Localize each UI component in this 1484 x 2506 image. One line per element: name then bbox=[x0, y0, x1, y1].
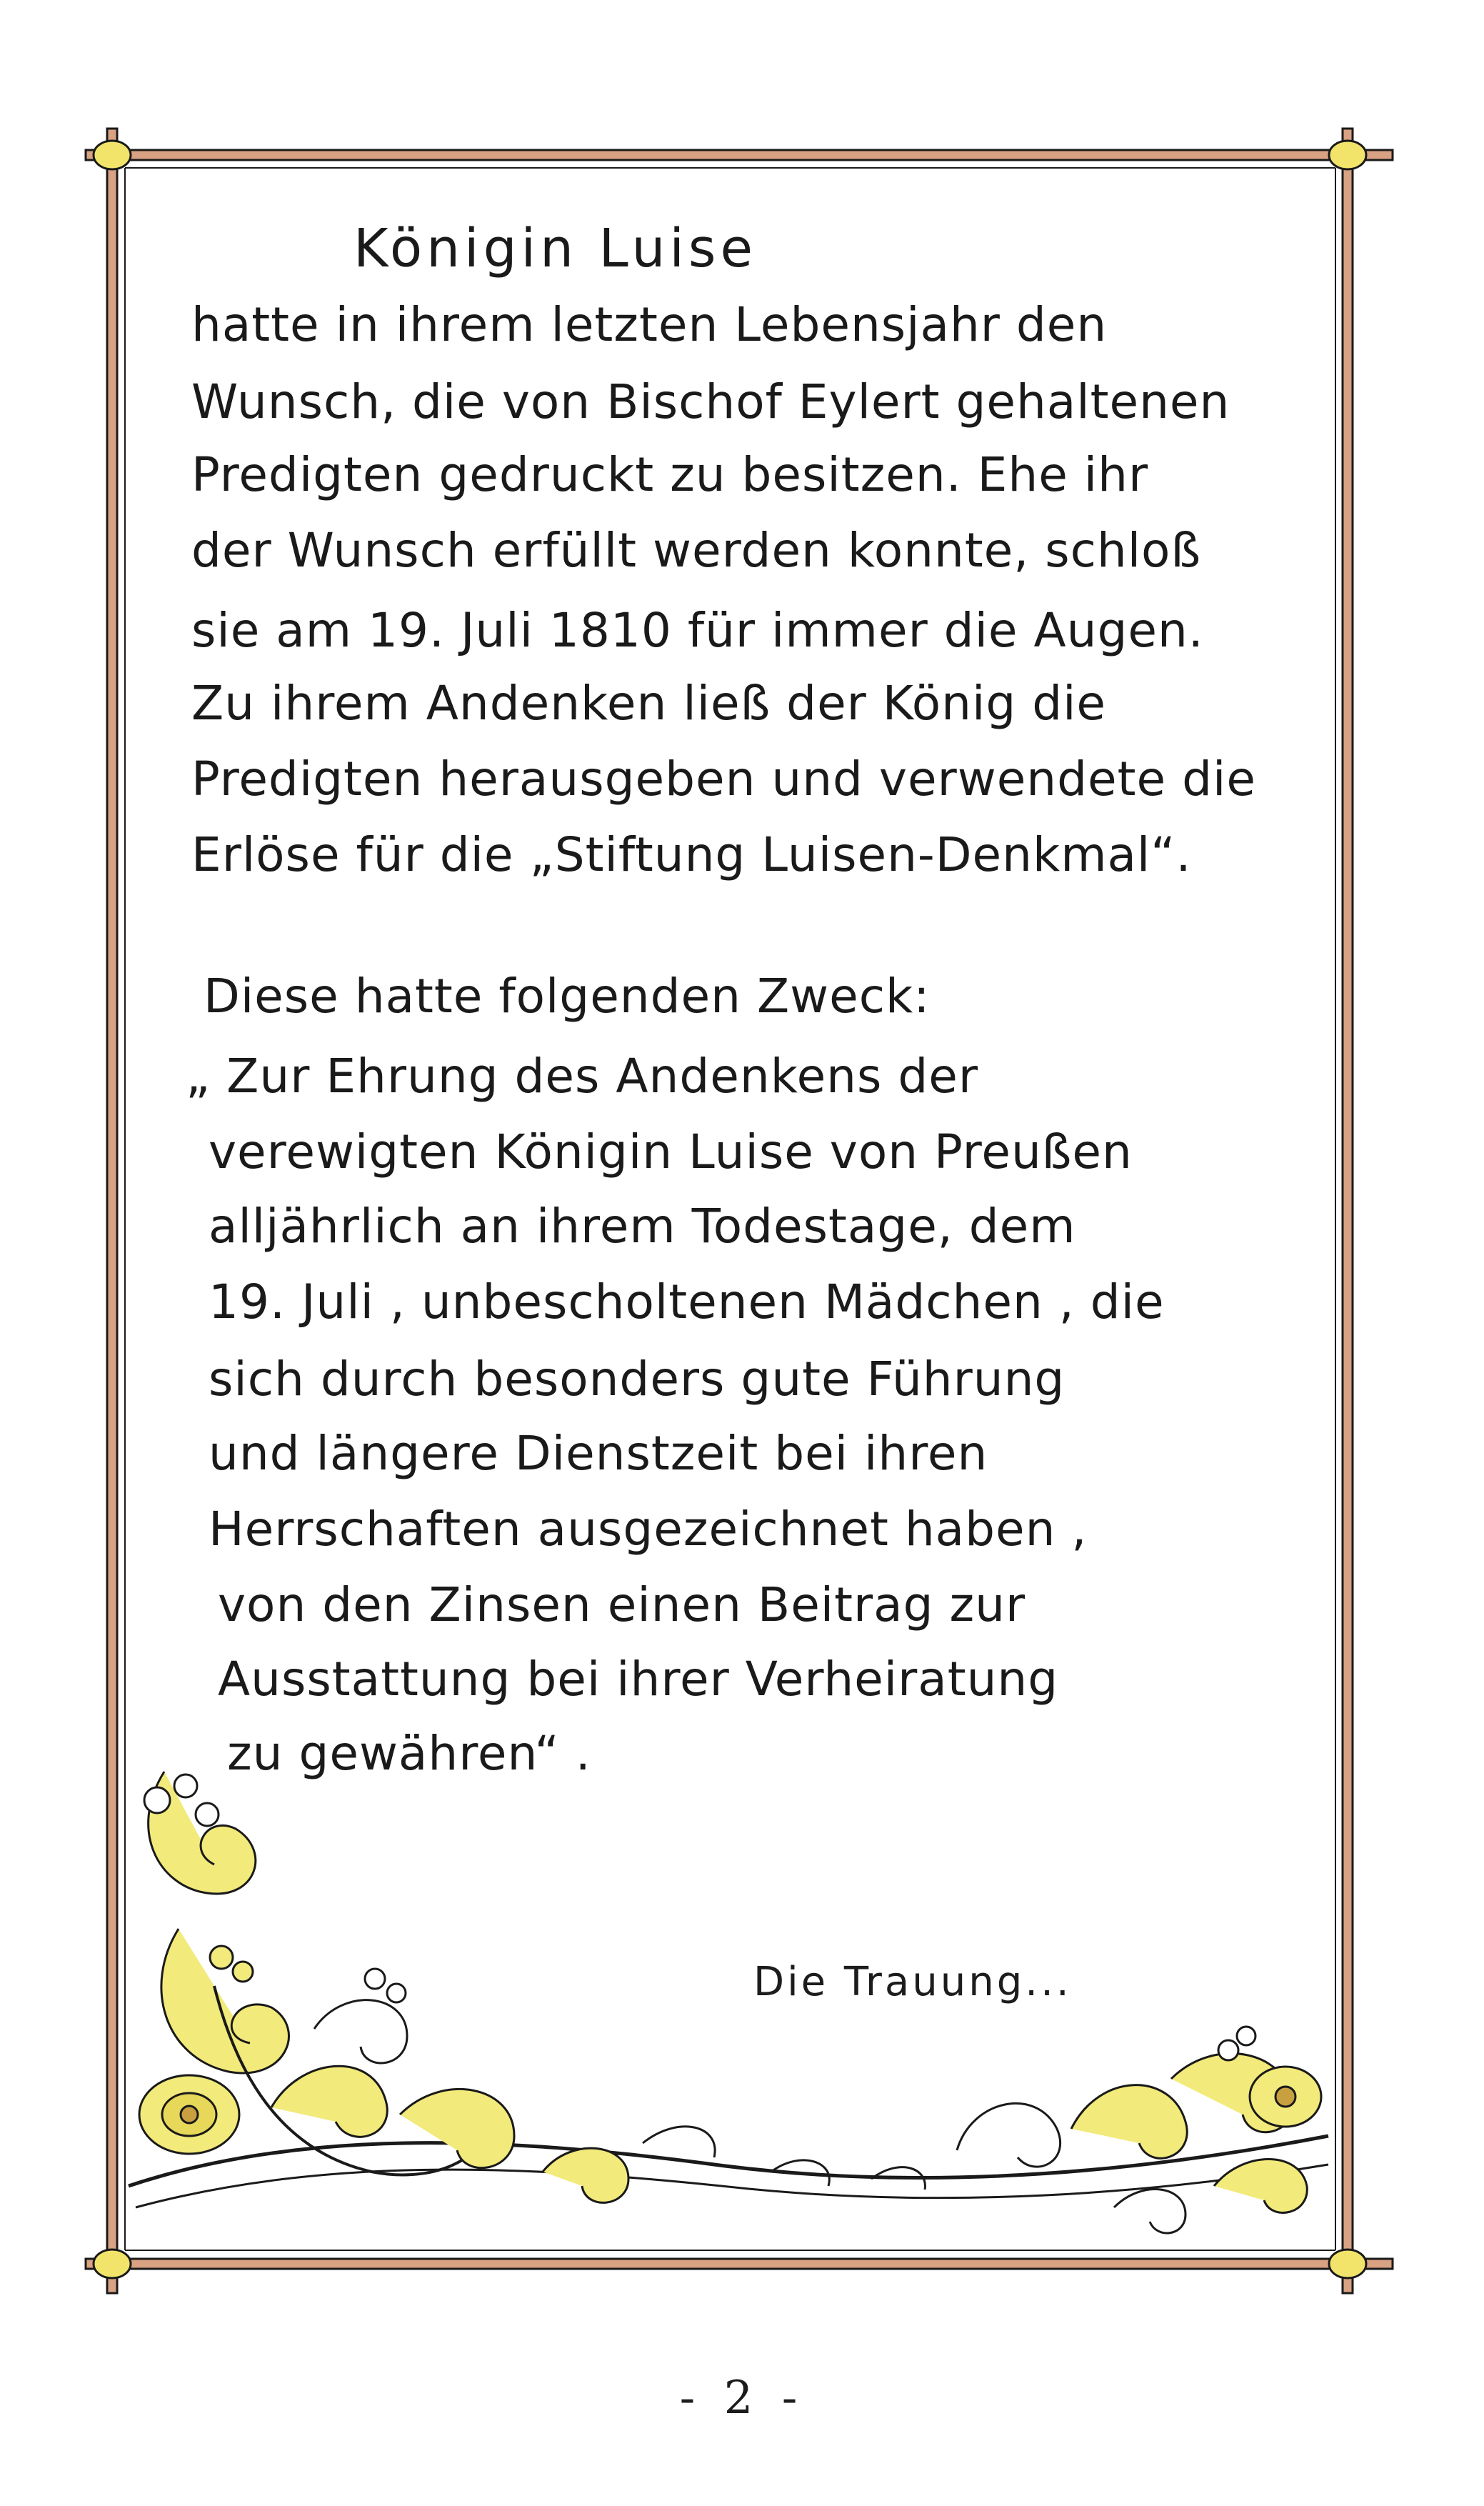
text-line: alljährlich an ihrem Todestage, dem bbox=[209, 1199, 1076, 1254]
text-line: Zu ihrem Andenken ließ der König die bbox=[191, 676, 1107, 731]
text-line: verewigten Königin Luise von Preußen bbox=[209, 1124, 1133, 1179]
text-line: Predigten gedruckt zu besitzen. Ehe ihr bbox=[191, 447, 1149, 502]
text-line: und längere Dienstzeit bei ihren bbox=[209, 1426, 988, 1481]
text-line: Herrschaften ausgezeichnet haben , bbox=[209, 1502, 1088, 1557]
text-line: Ausstattung bei ihrer Verheiratung bbox=[218, 1652, 1059, 1707]
text-line: hatte in ihrem letzten Lebensjahr den bbox=[191, 297, 1108, 352]
page-number: - 2 - bbox=[679, 2372, 805, 2425]
text-line: Erlöse für die „Stiftung Luisen-Denkmal“. bbox=[191, 827, 1192, 882]
text-line: Predigten herausgeben und verwendete die bbox=[191, 752, 1256, 807]
text-line: „ Zur Ehrung des Andenkens der bbox=[186, 1049, 979, 1104]
text-line: der Wunsch erfüllt werden konnte, schloß bbox=[191, 523, 1202, 578]
text-line: von den Zinsen einen Beitrag zur bbox=[218, 1577, 1026, 1632]
text-line: zu gewähren“ . bbox=[227, 1726, 591, 1781]
text-line: Diese hatte folgenden Zweck: bbox=[204, 969, 931, 1024]
closing-note: Die Trauung... bbox=[753, 1959, 1072, 2005]
text-line: sie am 19. Juli 1810 für immer die Augen. bbox=[191, 603, 1204, 658]
page-title: Königin Luise bbox=[354, 218, 757, 279]
text-line: sich durch besonders gute Führung bbox=[209, 1352, 1066, 1407]
text-line: 19. Juli , unbescholtenen Mädchen , die bbox=[209, 1274, 1165, 1329]
floral-corner-ornament-icon bbox=[129, 1772, 1328, 2233]
text-line: Wunsch, die von Bischof Eylert gehaltenen bbox=[191, 374, 1230, 429]
